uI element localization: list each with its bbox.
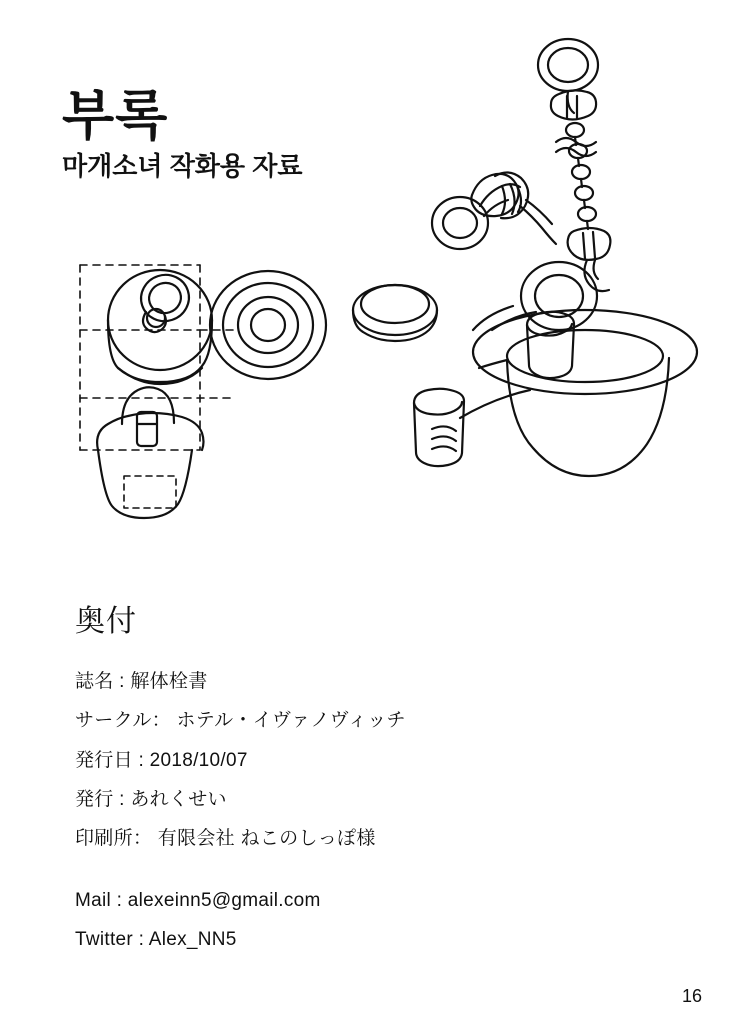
colophon-section bbox=[75, 596, 635, 963]
colophon-line-mail: Mail : alexeinn5@gmail.com bbox=[75, 889, 321, 911]
ring-nut-detail bbox=[432, 172, 556, 249]
colophon-line-printer: 印刷所： 有限会社 ねこのしっぽ様 bbox=[75, 828, 376, 850]
plug-top-view bbox=[108, 269, 212, 384]
page-number: 16 bbox=[681, 986, 702, 1006]
colophon-line-publisher: 発行 : あれくせい bbox=[75, 789, 227, 811]
sink-bowl bbox=[460, 306, 697, 476]
plug-side-view bbox=[97, 387, 203, 518]
colophon-line-publish-date: 発行日 : 2018/10/07 bbox=[75, 749, 248, 771]
flat-ring bbox=[353, 285, 437, 341]
plug-bottom-view bbox=[210, 271, 326, 379]
plug-cylinder-detached bbox=[414, 389, 464, 466]
drain-ring bbox=[521, 262, 597, 330]
chain-assembly bbox=[538, 39, 610, 291]
title-block bbox=[62, 88, 482, 182]
page-title: 부록 bbox=[62, 86, 169, 146]
colophon-line-twitter: Twitter : Alex_NN5 bbox=[75, 929, 237, 951]
colophon-spacer bbox=[75, 863, 635, 885]
colophon-line-circle: サークル： ホテル・イヴァノヴィッチ bbox=[75, 710, 406, 732]
colophon-line-title: 誌名 : 解体栓書 bbox=[75, 671, 208, 692]
page-subtitle: 마개소녀 작화용 자료 bbox=[62, 150, 303, 181]
colophon-heading: 奥付 bbox=[75, 605, 137, 638]
